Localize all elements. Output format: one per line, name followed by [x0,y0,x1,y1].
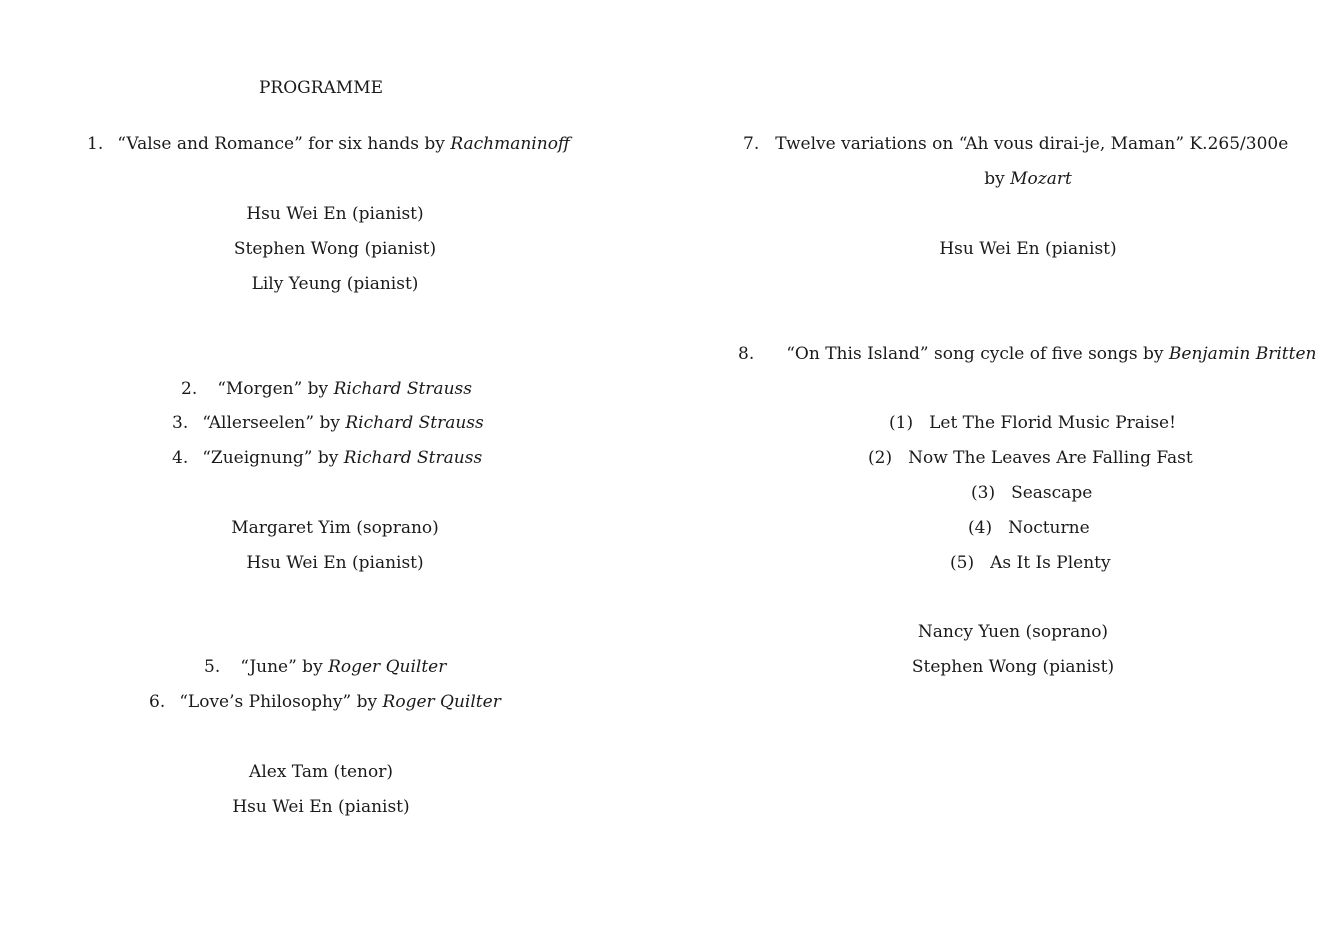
programme-item-1 [87,134,570,154]
item-title: “Zueignung” by [202,448,344,468]
programme-item-7 [743,134,1288,154]
song-title: Nocturne [1008,518,1090,538]
programme-item-8 [738,344,1316,364]
item-title: “Allerseelen” by [202,413,346,433]
item-composer: Richard Strauss [345,413,484,433]
programme-item-6 [149,692,501,712]
performer: Margaret Yim (soprano) [231,518,439,538]
item-title: “June” by [240,657,329,677]
song-number: (4) [968,518,993,538]
song-number: (5) [950,553,975,573]
song-item-5 [950,553,1111,573]
performer: Stephen Wong (pianist) [911,657,1115,677]
performer: Alex Tam (tenor) [249,762,393,782]
item-number: 8. [738,344,755,364]
item-composer: Rachmaninoff [450,134,570,154]
song-title: Now The Leaves Are Falling Fast [908,448,1193,468]
performer: Hsu Wei En (pianist) [232,797,410,817]
performer: Nancy Yuen (soprano) [917,622,1109,642]
song-title: As It Is Plenty [990,553,1111,573]
performer: Stephen Wong (pianist) [233,239,437,259]
item-composer: Benjamin Britten [1168,344,1317,364]
programme-item-4 [172,448,482,468]
item-number: 7. [743,134,760,154]
item-number: 3. [172,413,189,433]
item-composer: Roger Quilter [328,657,447,677]
song-number: (3) [971,483,996,503]
song-number: (1) [889,413,914,433]
item-title: “Love’s Philosophy” by [179,692,383,712]
programme-item-3 [172,413,484,433]
programme-item-5 [204,657,446,677]
item-title: “On This Island” song cycle of five songs by [786,344,1169,364]
item-by: by [984,169,1011,189]
programme-heading: PROGRAMME [258,78,384,98]
item-title: “Valse and Romance” for six hands by [117,134,451,154]
item-number: 4. [172,448,189,468]
item-title: Twelve variations on “Ah vous dirai-je, Maman” K.265/300e [775,134,1289,154]
song-item-4 [968,518,1090,538]
performer: Hsu Wei En (pianist) [939,239,1117,259]
song-item-2 [868,448,1193,468]
item-composer: Richard Strauss [333,379,472,399]
performer: Hsu Wei En (pianist) [246,204,424,224]
song-item-3 [971,483,1092,503]
item-number: 1. [87,134,104,154]
item-number: 5. [204,657,221,677]
performer: Hsu Wei En (pianist) [246,553,424,573]
programme-item-7-composer-line [984,169,1072,189]
item-composer: Mozart [1010,169,1072,189]
item-number: 6. [149,692,166,712]
programme-item-2 [181,379,472,399]
song-title: Seascape [1011,483,1093,503]
item-composer: Roger Quilter [382,692,501,712]
song-item-1 [889,413,1176,433]
item-composer: Richard Strauss [343,448,483,468]
performer: Lily Yeung (pianist) [251,274,419,294]
song-number: (2) [868,448,893,468]
song-title: Let The Florid Music Praise! [929,413,1176,433]
item-number: 2. [181,379,198,399]
item-title: “Morgen” by [217,379,334,399]
